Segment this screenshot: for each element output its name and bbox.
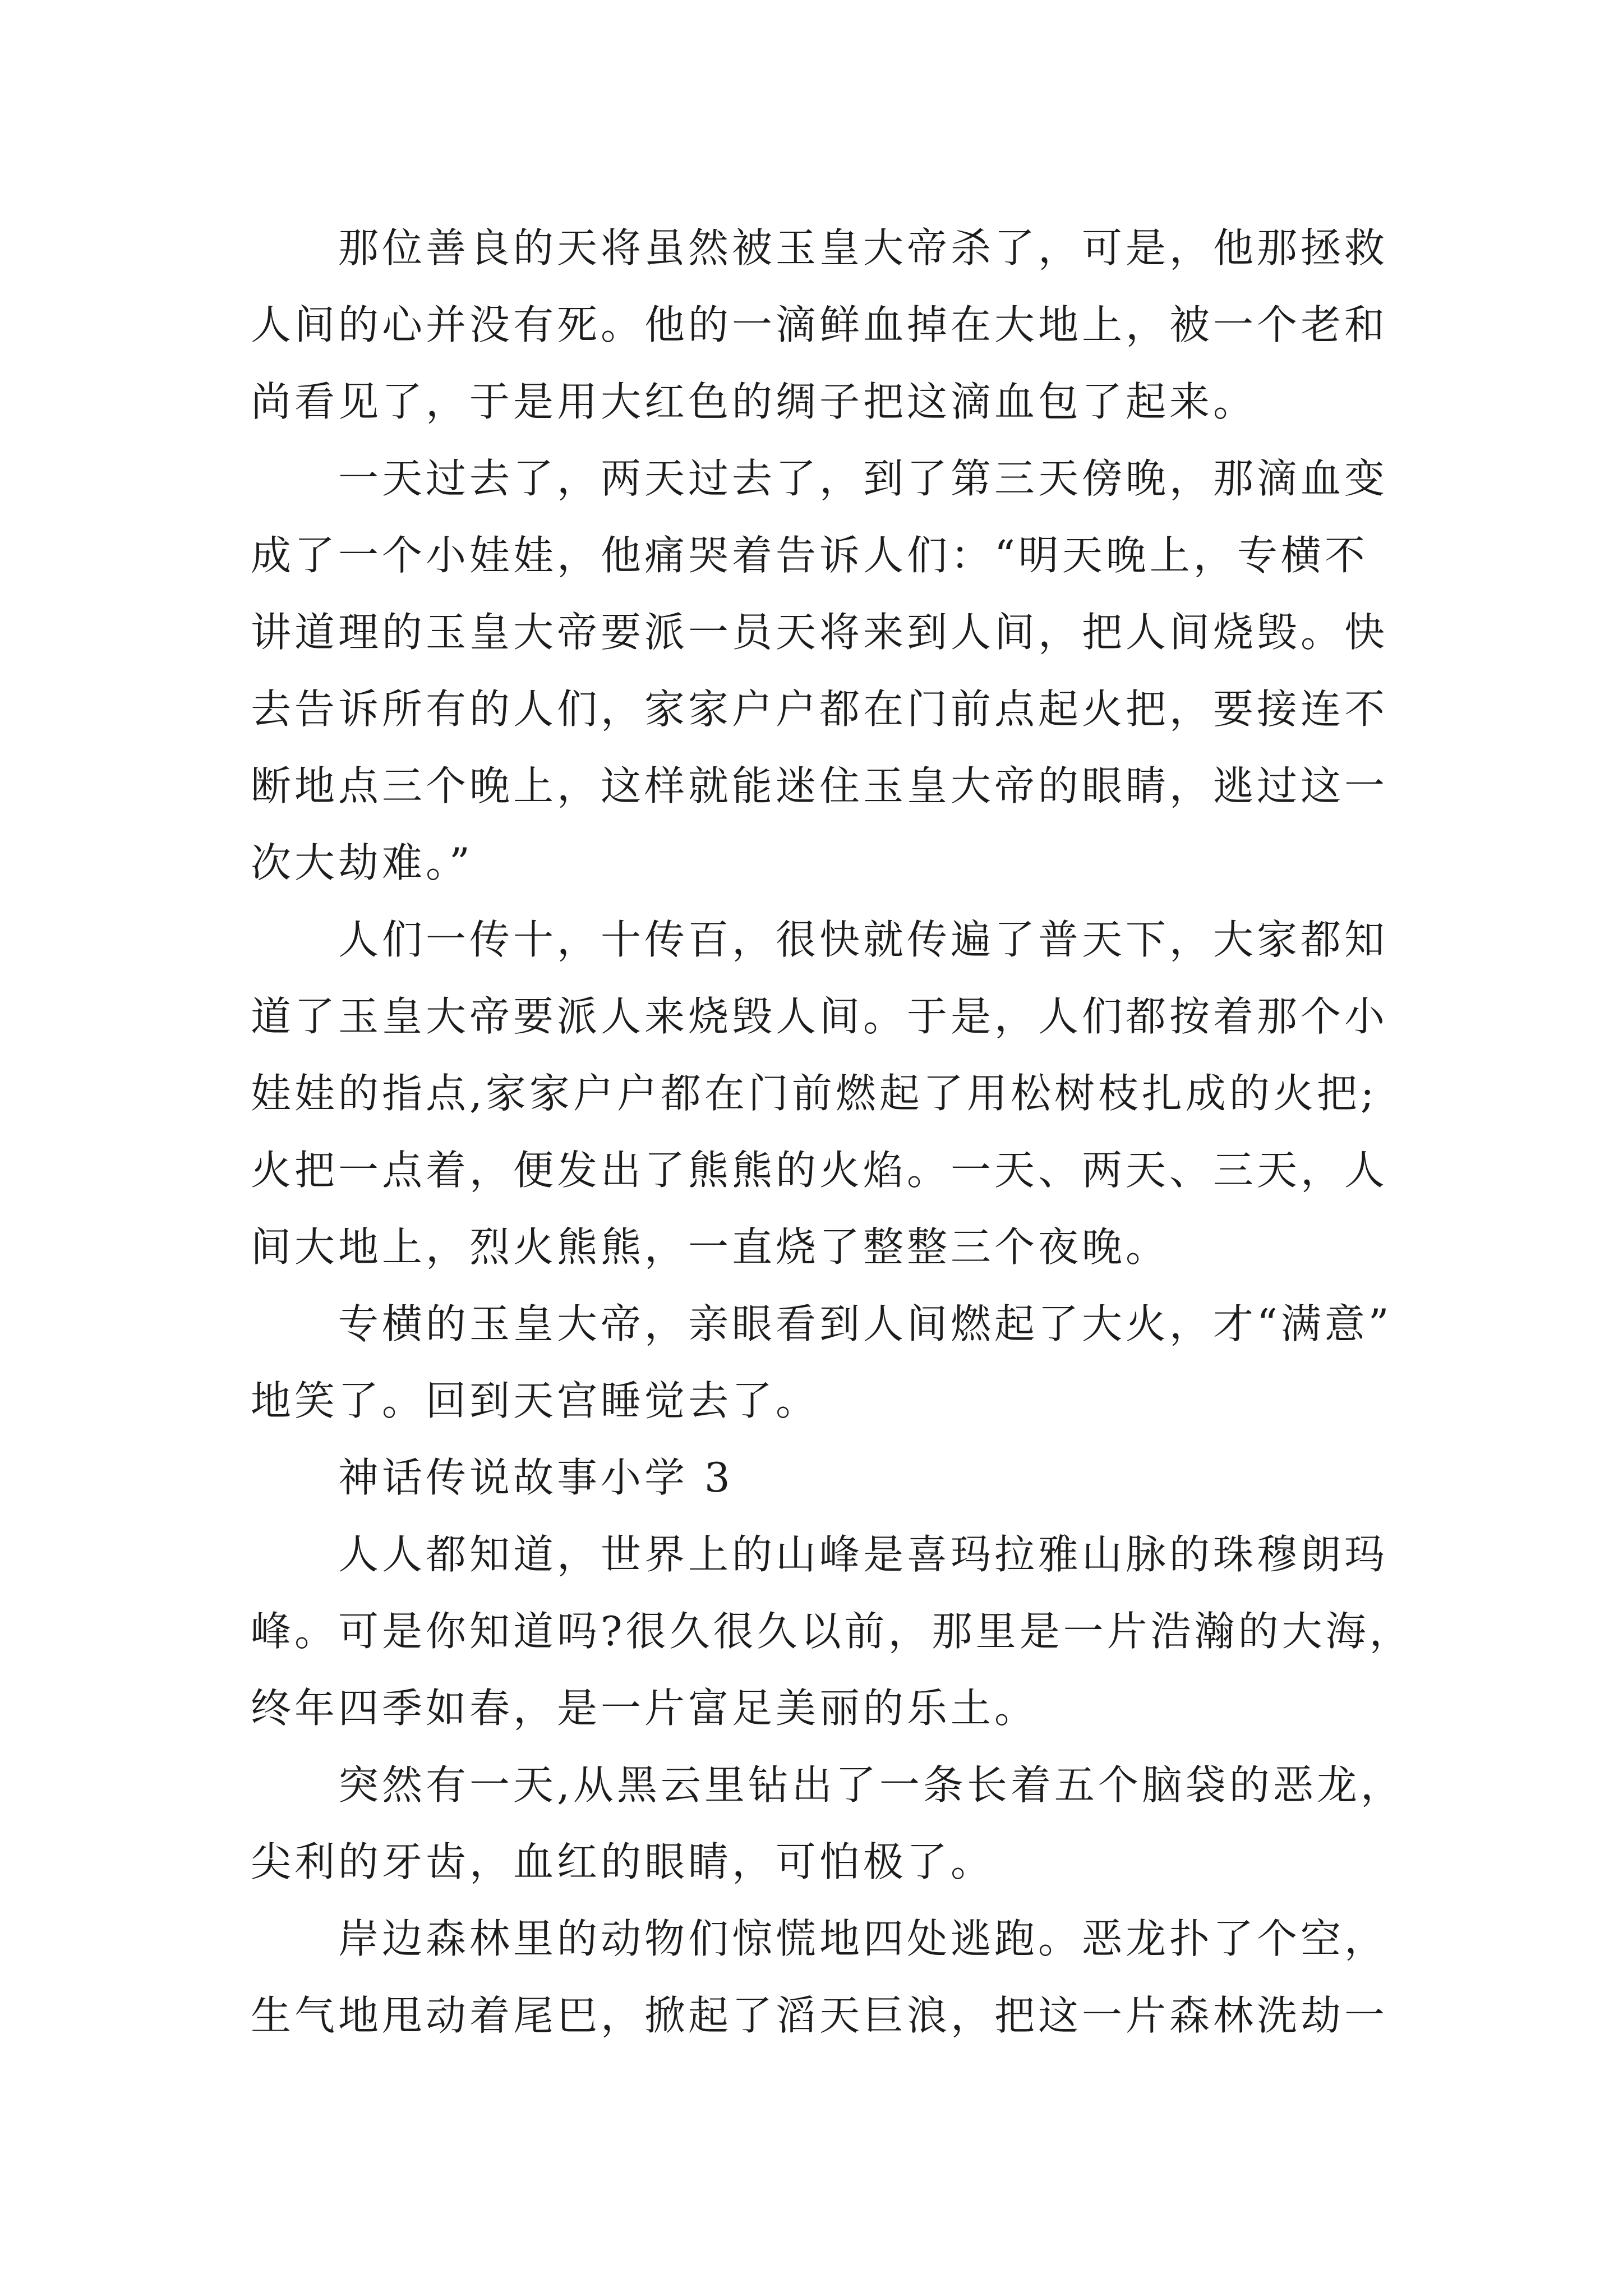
paragraph (251, 1516, 1440, 1747)
text-line: 讲道理的玉皇大帝要派一员天将来到人间，把人间烧毁。快 (251, 609, 1389, 656)
paragraph (251, 1901, 1440, 2054)
text-line: 一天过去了，两天过去了，到了第三天傍晚，那滴血变 (338, 455, 1389, 502)
text-line: 间大地上，烈火熊熊，一直烧了整整三个夜晚。 (251, 1223, 1170, 1271)
paragraph (251, 1747, 1440, 1901)
text-line: 峰。可是你知道吗?很久很久以前，那里是一片浩瀚的大海， (251, 1608, 1413, 1655)
paragraph (251, 210, 1440, 440)
text-line: 人人都知道，世界上的山峰是喜玛拉雅山脉的珠穆朗玛 (338, 1531, 1389, 1578)
text-line: 道了玉皇大帝要派人来烧毁人间。于是，人们都按着那个小 (251, 993, 1389, 1040)
text-line: 岸边森林里的动物们惊慌地四处逃跑。恶龙扑了个空， (338, 1915, 1389, 1962)
paragraph (251, 1286, 1440, 1439)
text-line: 成了一个小娃娃，他痛哭着告诉人们：“明天晚上，专横不 (251, 532, 1368, 579)
text-line: 突然有一天,从黑云里钻出了一条长着五个脑袋的恶龙， (338, 1761, 1404, 1809)
paragraph (251, 440, 1440, 901)
text-line: 那位善良的天将虽然被玉皇大帝杀了，可是，他那拯救 (338, 224, 1389, 272)
text-line: 去告诉所有的人们，家家户户都在门前点起火把，要接连不 (251, 685, 1389, 733)
text-line: 专横的玉皇大帝，亲眼看到人间燃起了大火，才“满意” (338, 1300, 1393, 1347)
text-line: 地笑了。回到天宫睡觉去了。 (251, 1377, 820, 1424)
text-line: 终年四季如春，是一片富足美丽的乐土。 (251, 1685, 1039, 1732)
paragraph (251, 901, 1440, 1286)
text-line: 火把一点着，便发出了熊熊的火焰。一天、两天、三天，人 (251, 1147, 1389, 1194)
text-line: 尖利的牙齿，血红的眼睛，可怕极了。 (251, 1838, 995, 1885)
text-line: 娃娃的指点,家家户户都在门前燃起了用松树枝扎成的火把; (251, 1070, 1378, 1117)
section-heading-text: 神话传说故事小学 3 (338, 1454, 734, 1501)
text-line: 生气地甩动着尾巴，掀起了滔天巨浪，把这一片森林洗劫一 (251, 1992, 1389, 2039)
text-line: 尚看见了，于是用大红色的绸子把这滴血包了起来。 (251, 378, 1257, 425)
text-line: 人们一传十，十传百，很快就传遍了普天下，大家都知 (338, 916, 1389, 963)
text-line: 人间的心并没有死。他的一滴鲜血掉在大地上，被一个老和 (251, 301, 1389, 348)
text-line: 次大劫难。” (251, 839, 473, 886)
text-line: 断地点三个晚上，这样就能迷住玉皇大帝的眼睛，逃过这一 (251, 762, 1389, 809)
document-body (251, 210, 1440, 2054)
section-heading (251, 1439, 1440, 1516)
